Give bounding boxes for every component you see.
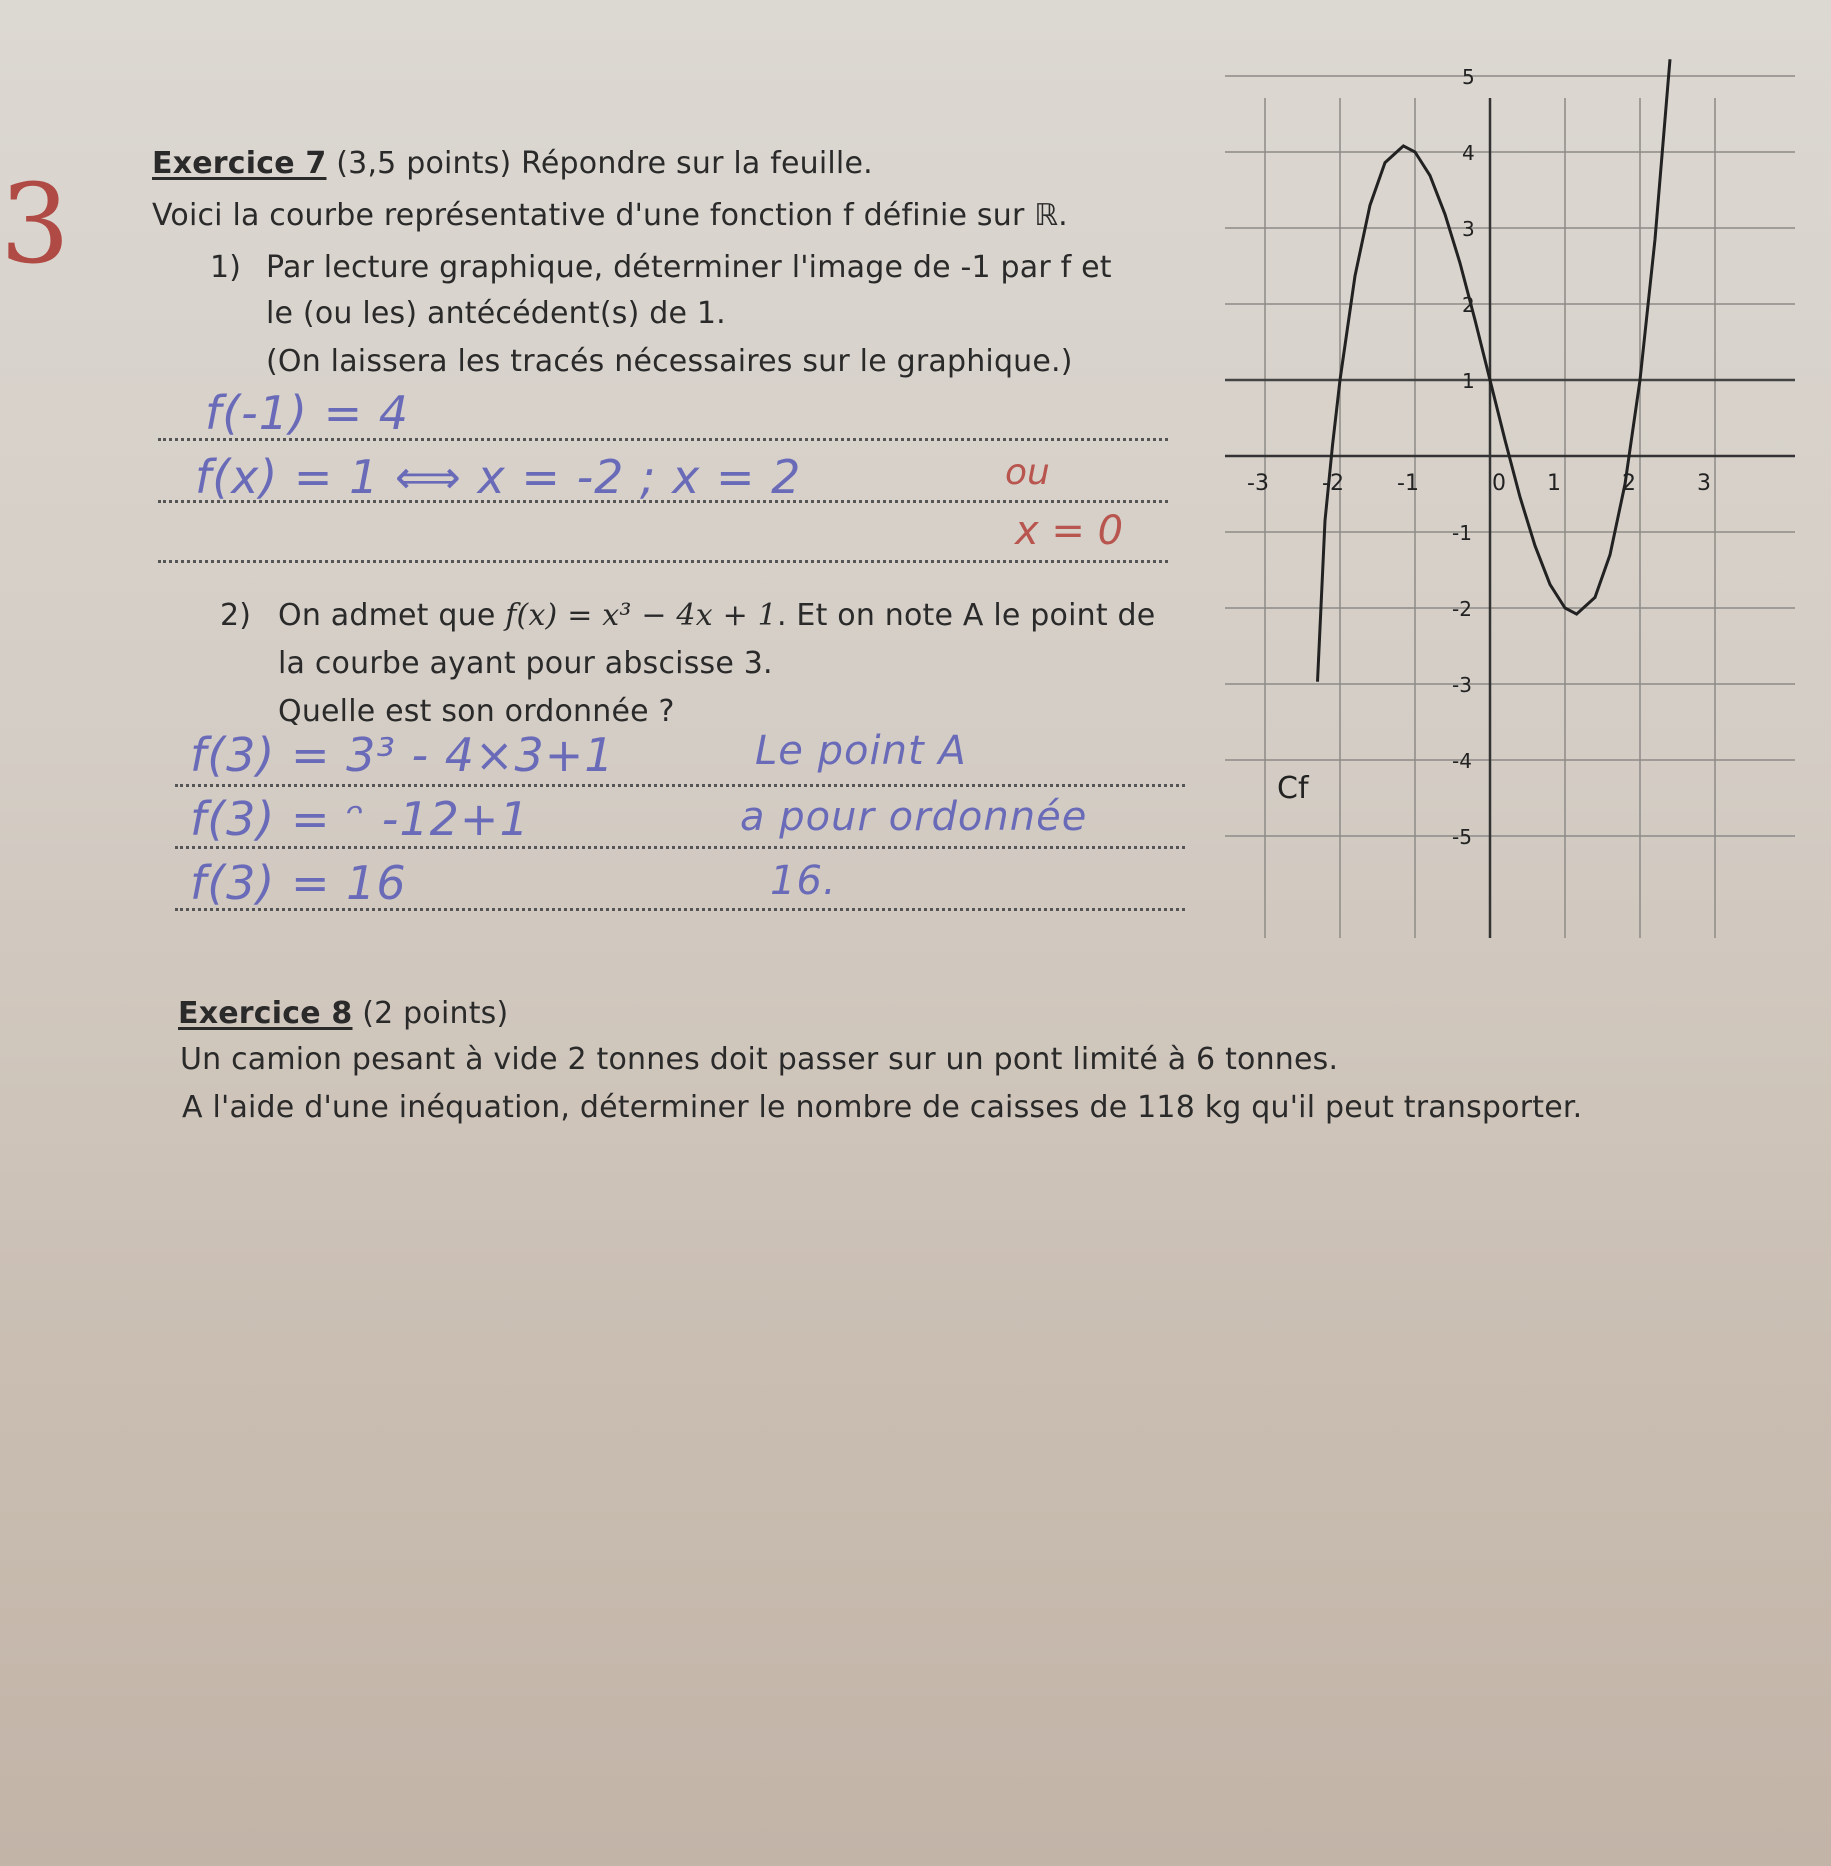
q1-number: 1) <box>210 250 242 285</box>
ex8-line2: A l'aide d'une inéquation, déterminer le nombre de caisses de 118 kg qu'il peut transporter. <box>182 1090 1583 1125</box>
correction-ou: ou <box>1005 452 1050 493</box>
ex7-header <box>152 146 873 181</box>
ex8-points: (2 points) <box>362 996 509 1031</box>
curve-label: Cf <box>1277 771 1309 806</box>
q2-text-line3: Quelle est son ordonnée ? <box>278 694 675 729</box>
answer-line <box>175 784 1185 787</box>
x-tick-label: 3 <box>1697 471 1711 496</box>
handwritten-answer-b1-right: Le point A <box>755 728 967 774</box>
handwritten-answer-b2-right: a pour ordonnée <box>740 794 1088 840</box>
handwritten-answer-1: f(-1) = 4 <box>205 386 410 440</box>
q2-text-line1 <box>278 598 1155 633</box>
ex8-line1: Un camion pesant à vide 2 tonnes doit passer sur un pont limité à 6 tonnes. <box>180 1042 1339 1077</box>
y-tick-label: 2 <box>1462 293 1475 317</box>
y-tick-label: 1 <box>1462 369 1475 393</box>
handwritten-answer-b3: f(3) = 16 <box>190 856 407 910</box>
q2-text-line2: la courbe ayant pour abscisse 3. <box>278 646 773 681</box>
q2-post: . Et on note A le point de <box>776 598 1156 633</box>
correction-x-equals-0: x = 0 <box>1015 508 1124 554</box>
y-tick-label: 4 <box>1462 141 1475 165</box>
ex7-title: Exercice 7 <box>152 146 327 181</box>
y-tick-label: 5 <box>1462 65 1475 89</box>
q2-formula: f(x) = x³ − 4x + 1 <box>505 598 777 633</box>
y-tick-label: -5 <box>1452 825 1472 849</box>
q1-text-line2: le (ou les) antécédent(s) de 1. <box>266 296 726 331</box>
x-tick-label: -1 <box>1397 471 1419 496</box>
ex7-intro: Voici la courbe représentative d'une fonction f définie sur ℝ. <box>152 198 1068 233</box>
x-tick-label: -2 <box>1322 471 1344 496</box>
y-tick-label: -1 <box>1452 521 1472 545</box>
answer-line <box>158 560 1168 563</box>
handwritten-answer-b1: f(3) = 3³ - 4×3+1 <box>190 728 615 782</box>
grade-mark: 3 <box>0 160 70 288</box>
q2-number: 2) <box>220 598 252 633</box>
x-tick-label: 1 <box>1547 471 1561 496</box>
handwritten-answer-b2: f(3) = ᵔ -12+1 <box>190 792 530 846</box>
function-graph <box>1205 65 1805 948</box>
q2-pre: On admet que <box>278 598 496 633</box>
ex7-points: (3,5 points) Répondre sur la feuille. <box>336 146 873 181</box>
handwritten-answer-b3-right: 16. <box>770 858 837 904</box>
y-tick-label: -4 <box>1452 749 1472 773</box>
x-tick-label: 0 <box>1492 471 1506 496</box>
y-tick-label: -3 <box>1452 673 1472 697</box>
answer-line <box>175 846 1185 849</box>
q1-text-line3: (On laissera les tracés nécessaires sur le graphique.) <box>266 344 1073 379</box>
axes <box>1225 98 1795 938</box>
x-tick-label: 2 <box>1622 471 1636 496</box>
ex8-header <box>178 996 508 1031</box>
handwritten-answer-2: f(x) = 1 ⟺ x = -2 ; x = 2 <box>195 450 802 504</box>
grid <box>1225 76 1795 938</box>
y-tick-label: 3 <box>1462 217 1475 241</box>
ex8-title: Exercice 8 <box>178 996 353 1031</box>
y-tick-label: -2 <box>1452 597 1472 621</box>
q1-text-line1: Par lecture graphique, déterminer l'image de -1 par f et <box>266 250 1112 285</box>
x-tick-label: -3 <box>1247 471 1269 496</box>
